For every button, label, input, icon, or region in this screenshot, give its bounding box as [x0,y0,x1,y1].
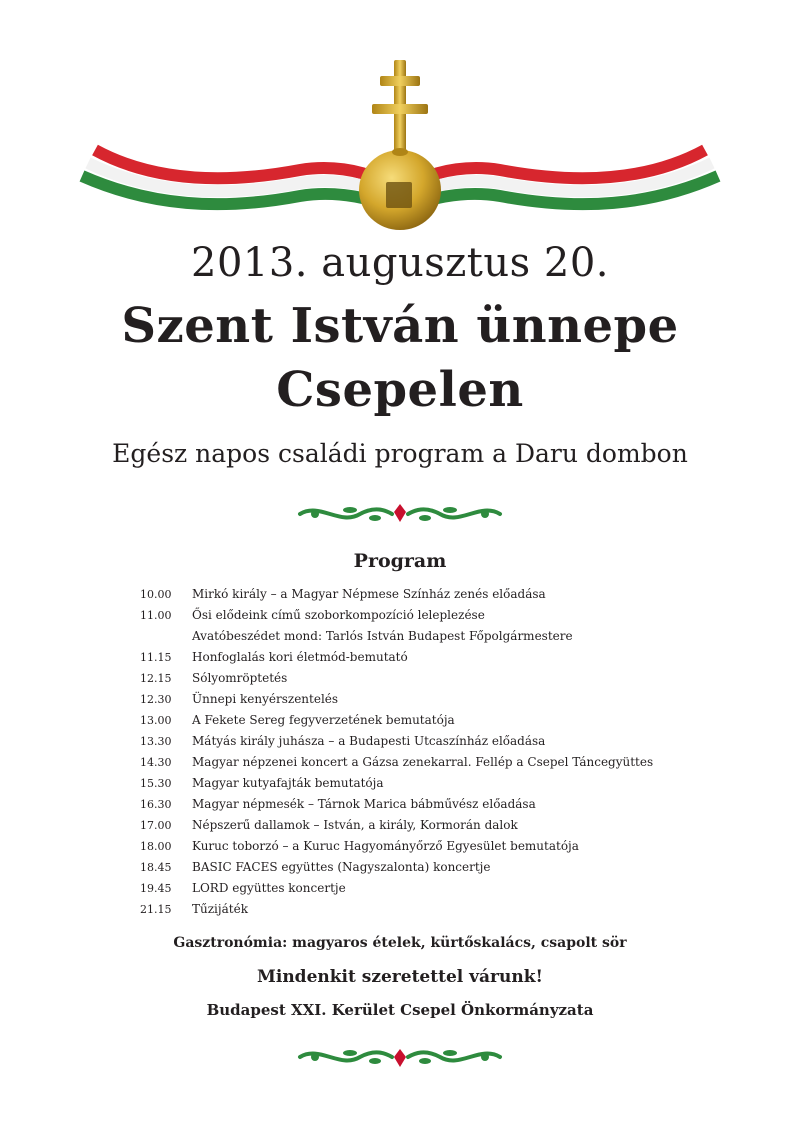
schedule-description-line: Ünnepi kenyérszentelés [192,692,339,706]
page-title-line-2: Csepelen [276,362,524,418]
schedule-description [192,899,740,920]
schedule-row [140,815,740,836]
schedule-time: 17.00 [140,819,172,832]
schedule-time: 11.00 [140,609,172,622]
schedule-description-line: Magyar népmesék – Tárnok Marica bábművész előadása [192,797,536,811]
schedule-time: 11.15 [140,651,172,664]
schedule-description [192,794,740,815]
welcome-line: Mindenkit szeretettel várunk! [257,967,543,987]
schedule-description-line: Honfoglalás kori életmód-bemutató [192,650,408,664]
schedule-row [140,899,740,920]
schedule-description [192,689,740,710]
schedule-description-line: Tűzijáték [192,902,248,916]
schedule-description-line: Népszerű dallamok – István, a király, Kormorán dalok [192,818,518,832]
schedule-description [192,731,740,752]
golden-orb [359,148,441,230]
schedule-description [192,710,740,731]
schedule-description [192,605,740,647]
schedule-description-line: Ősi elődeink című szoborkompozíció leleplezése [192,608,485,622]
tricolor-ribbon-right [416,150,718,204]
folk-ornament-icon [295,1043,505,1071]
folk-ornament-icon [295,500,505,528]
schedule-description [192,836,740,857]
orb-with-double-cross-icon [0,0,800,240]
schedule-time: 13.00 [140,714,172,727]
tricolor-ribbon-left [82,150,384,204]
schedule-row [140,605,740,647]
schedule-description-line: Kuruc toborzó – a Kuruc Hagyományőrző Egyesület bemutatója [192,839,579,853]
schedule-row [140,836,740,857]
schedule-row [140,668,740,689]
schedule-time: 10.00 [140,588,172,601]
schedule-row [140,773,740,794]
schedule-time: 18.00 [140,840,172,853]
schedule-row [140,857,740,878]
schedule-description-line: Avatóbeszédet mond: Tarlós István Budapest Főpolgármestere [192,629,573,643]
schedule-time: 14.30 [140,756,172,769]
schedule-time: 19.45 [140,882,172,895]
schedule-description-line: Sólyomröptetés [192,671,288,685]
schedule-row [140,689,740,710]
schedule-row [140,710,740,731]
organizer-line: Budapest XXI. Kerület Csepel Önkormányzata [206,1001,594,1019]
event-date: 2013. augusztus 20. [191,240,609,286]
schedule-time: 12.30 [140,693,172,706]
schedule-time: 12.15 [140,672,172,685]
schedule-row [140,647,740,668]
schedule-description [192,773,740,794]
schedule-description [192,668,740,689]
double-cross [372,60,428,156]
schedule-description-line: LORD együttes koncertje [192,881,346,895]
schedule-time: 15.30 [140,777,172,790]
schedule-row [140,878,740,899]
page-title-line-1: Szent István ünnepe [121,298,679,354]
schedule-description [192,857,740,878]
schedule-row [140,794,740,815]
schedule-description-line: Magyar népzenei koncert a Gázsa zenekarral. Fellép a Csepel Táncegyüttes [192,755,654,769]
schedule-description [192,584,740,605]
schedule-description [192,752,740,773]
schedule-time: 18.45 [140,861,172,874]
schedule-row [140,731,740,752]
schedule-time: 13.30 [140,735,172,748]
gastronomy-line: Gasztronómia: magyaros ételek, kürtőskalács, csapolt sör [173,935,627,951]
schedule-description-line: Mirkó király – a Magyar Népmese Színház zenés előadása [192,587,546,601]
schedule-description-line: BASIC FACES együttes (Nagyszalonta) koncertje [192,860,491,874]
coat-of-arms-icon [386,182,412,208]
schedule-description-line: Mátyás király juhásza – a Budapesti Utcaszínház előadása [192,734,546,748]
program-schedule [140,584,740,920]
schedule-description-line: Magyar kutyafajták bemutatója [192,776,384,790]
schedule-description [192,815,740,836]
program-heading: Program [353,550,447,572]
subtitle: Egész napos családi program a Daru dombon [112,439,688,468]
schedule-time: 21.15 [140,903,172,916]
schedule-description [192,878,740,899]
schedule-time: 16.30 [140,798,172,811]
schedule-description-line: A Fekete Sereg fegyverzetének bemutatója [192,713,455,727]
schedule-row [140,584,740,605]
schedule-row [140,752,740,773]
schedule-description [192,647,740,668]
